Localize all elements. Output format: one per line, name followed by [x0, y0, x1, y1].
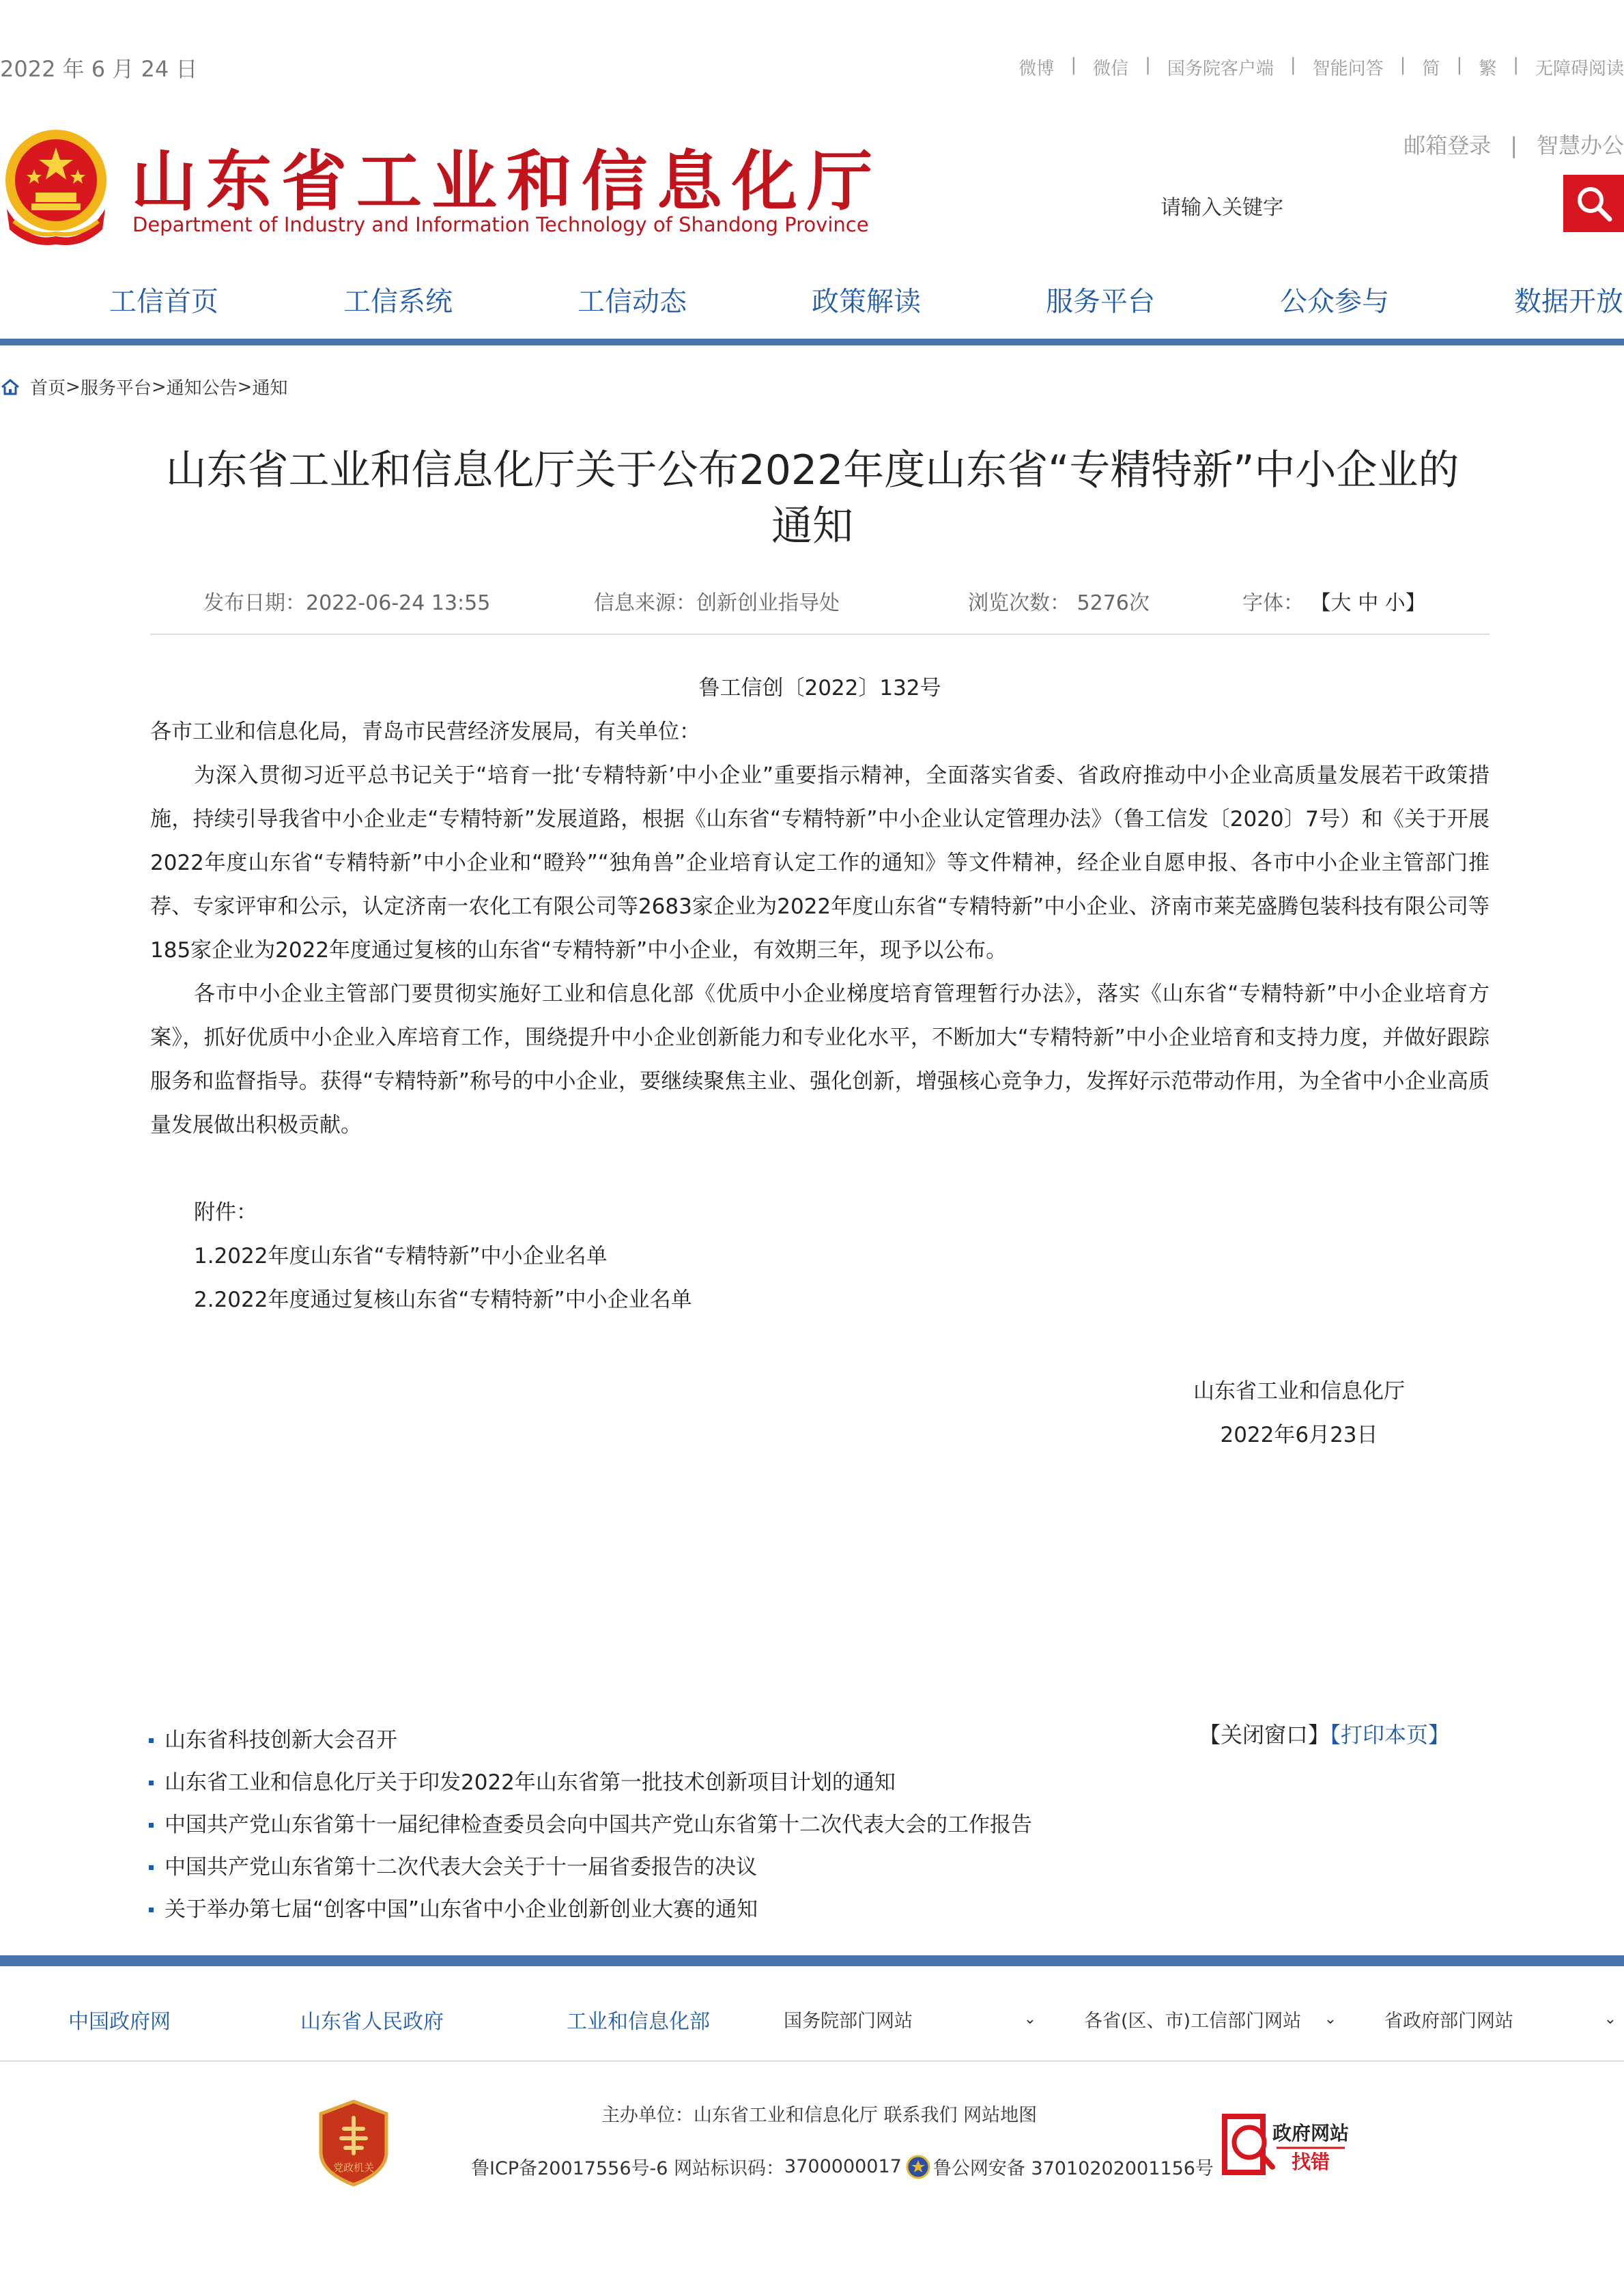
- breadcrumb-home[interactable]: 首页: [30, 378, 66, 399]
- nav-policy[interactable]: 政策解读: [812, 286, 921, 317]
- view-count: [968, 586, 1150, 616]
- accessibility-link[interactable]: 无障碍阅读: [1535, 59, 1624, 79]
- separator: |: [1510, 132, 1518, 158]
- gov-badge-line1: 政府网站: [1272, 2122, 1350, 2144]
- search-input[interactable]: [1160, 183, 1563, 232]
- print-page-button[interactable]: 【打印本页】: [1330, 1722, 1451, 1748]
- info-source-label: 信息来源：: [594, 591, 696, 615]
- related-item-title: 关于举办第七届“创客中国”山东省中小企业创新创业大赛的通知: [165, 1897, 758, 1922]
- bullet-icon: [149, 1823, 154, 1828]
- related-item[interactable]: [149, 1719, 1032, 1761]
- nav-news[interactable]: 工信动态: [578, 286, 687, 317]
- bullet-icon: [149, 1865, 154, 1870]
- nav-public[interactable]: 公众参与: [1280, 286, 1389, 317]
- font-bracket-close: 】: [1405, 591, 1426, 615]
- separator: |: [1145, 55, 1151, 75]
- sponsor-line: [410, 2100, 1229, 2127]
- smart-office-link[interactable]: 智慧办公: [1536, 132, 1624, 158]
- police-badge-icon: [906, 2155, 930, 2179]
- article-title-line1: 山东省工业和信息化厅关于公布2022年度山东省“专精特新”中小企业的: [165, 447, 1459, 494]
- icp-link[interactable]: 鲁ICP备20017556号-6: [471, 2158, 668, 2179]
- paragraph-2: 各市中小企业主管部门要贯彻实施好工业和信息化部《优质中小企业梯度培育管理暂行办法》，落实《山东省“专精特新”中小企业培育方案》，抓好优质中小企业入库培育工作，围绕提升中小企业创新能力和专业化水平，不断加大“专精特新”中小企业培育和支持力度，并做好跟踪服务和监督指导。获得“专精特新”称号的中小企业，要继续聚焦主业、强化创新，增强核心竞争力，发挥好示范带动作用，为全省中小企业高质量发展做出积极贡献。: [150, 982, 1490, 1137]
- salutation: 各市工业和信息化局，青岛市民营经济发展局，有关单位：: [150, 720, 700, 744]
- separator: |: [1513, 55, 1519, 75]
- separator: |: [1399, 55, 1406, 75]
- search-icon: [1574, 184, 1614, 223]
- font-small-button[interactable]: 小: [1384, 591, 1406, 615]
- separator: |: [1070, 55, 1077, 75]
- footer-links: [0, 1966, 1624, 2062]
- attachments-label: 附件：: [194, 1200, 257, 1225]
- publish-date-value: 2022-06-24 13:55: [306, 591, 491, 615]
- document-number: 鲁工信创〔2022〕132号: [698, 676, 941, 700]
- font-medium-button[interactable]: 中: [1358, 591, 1379, 615]
- chevron-down-icon: ⌄: [1023, 2011, 1036, 2028]
- site-subtitle: Department of Industry and Information Technology of Shandong Province: [132, 213, 869, 236]
- font-size-control: [1242, 586, 1426, 616]
- page-actions: [1199, 1718, 1450, 1749]
- nav-data[interactable]: 数据开放: [1514, 286, 1623, 317]
- article-title: [150, 442, 1475, 554]
- close-window-button[interactable]: 【关闭窗口】: [1199, 1722, 1330, 1748]
- view-count-value: 5276次: [1077, 591, 1150, 615]
- smart-qa-link[interactable]: 智能问答: [1312, 59, 1384, 79]
- font-large-button[interactable]: 大: [1330, 591, 1352, 615]
- site-id-value: 3700000017: [784, 2156, 902, 2177]
- related-item[interactable]: [149, 1888, 1032, 1931]
- gov-site-error-report-icon[interactable]: [1222, 2107, 1358, 2182]
- related-item-title: 中国共产党山东省第十二次代表大会关于十一届省委报告的决议: [165, 1855, 757, 1880]
- related-item-title: 山东省科技创新大会召开: [165, 1728, 397, 1753]
- info-source-value: 创新创业指导处: [696, 591, 840, 615]
- party-badge-text: 党政机关: [332, 2162, 375, 2174]
- current-date: 2022 年 6 月 24 日: [0, 56, 198, 82]
- signature: [1193, 1370, 1405, 1457]
- bullet-icon: [149, 1781, 154, 1785]
- top-links: [1018, 55, 1624, 80]
- article-title-line2: 通知: [771, 502, 853, 550]
- select-value: 国务院部门网站: [784, 2011, 913, 2032]
- search-button[interactable]: [1563, 175, 1624, 232]
- sponsor-label: 主办单位：: [601, 2105, 694, 2126]
- home-icon: [0, 378, 20, 396]
- gov-badge-line2: 找错: [1291, 2151, 1330, 2173]
- weibo-link[interactable]: 微博: [1018, 59, 1055, 79]
- article-meta: [150, 586, 1490, 635]
- simplified-link[interactable]: 简: [1422, 59, 1440, 79]
- breadcrumb-sep: >: [151, 376, 167, 397]
- contact-link[interactable]: 联系我们: [883, 2105, 958, 2126]
- publish-date-label: 发布日期：: [203, 591, 306, 615]
- icp-line: [471, 2153, 1214, 2180]
- attachment-link[interactable]: 1.2022年度山东省“专精特新”中小企业名单: [194, 1244, 608, 1269]
- site-title: 山东省工业和信息化厅: [131, 143, 882, 220]
- main-nav: [0, 266, 1624, 341]
- nav-divider: [0, 339, 1624, 345]
- police-record-link[interactable]: 鲁公网安备 37010202001156号: [932, 2158, 1214, 2179]
- provincial-miit-select[interactable]: [1084, 2006, 1337, 2032]
- site-id-label: 网站标识码：: [674, 2158, 785, 2179]
- breadcrumb: [0, 374, 287, 399]
- related-item-title: 山东省工业和信息化厅关于印发2022年山东省第一批技术创新项目计划的通知: [165, 1770, 896, 1795]
- shandong-gov-link[interactable]: 山东省人民政府: [300, 2010, 444, 2034]
- breadcrumb-sep: >: [237, 376, 253, 397]
- chevron-down-icon: ⌄: [1604, 2011, 1616, 2028]
- national-emblem-icon: [0, 127, 112, 250]
- chevron-down-icon: ⌄: [1324, 2011, 1337, 2028]
- sponsor-value: 山东省工业和信息化厅: [693, 2105, 878, 2126]
- separator: |: [1290, 55, 1296, 75]
- font-size-label: 字体：: [1242, 591, 1304, 615]
- state-council-app-link[interactable]: 国务院客户端: [1167, 59, 1274, 79]
- publish-date: [203, 586, 490, 616]
- gov-cn-link[interactable]: 中国政府网: [68, 2010, 171, 2034]
- font-bracket-open: 【: [1310, 591, 1331, 615]
- signature-date: 2022年6月23日: [1220, 1423, 1378, 1447]
- wechat-link[interactable]: 微信: [1093, 59, 1129, 79]
- miit-link[interactable]: 工业和信息化部: [567, 2010, 710, 2034]
- nav-system[interactable]: 工信系统: [343, 286, 453, 317]
- related-item[interactable]: [149, 1761, 1032, 1804]
- provincial-depts-select[interactable]: [1384, 2006, 1616, 2032]
- select-value: 省政府部门网站: [1384, 2011, 1513, 2032]
- sitemap-link[interactable]: 网站地图: [963, 2105, 1038, 2126]
- footer-divider: [0, 1955, 1624, 1966]
- related-item[interactable]: [149, 1804, 1032, 1846]
- breadcrumb-sep: >: [66, 376, 81, 397]
- separator: |: [1456, 55, 1463, 75]
- related-item[interactable]: [149, 1846, 1032, 1888]
- attachment-link[interactable]: 2.2022年度通过复核山东省“专精特新”中小企业名单: [194, 1288, 692, 1312]
- paragraph-1: 为深入贯彻习近平总书记关于“培育一批‘专精特新’中小企业”重要指示精神，全面落实省委、省政府推动中小企业高质量发展若干政策措施，持续引导我省中小企业走“专精特新”发展道路，根据《山东省“专精特新”中小企业认定管理办法》（鲁工信发〔2020〕7号）和《关于开展2022年度山东省“专精特新”中小企业和“瞪羚”“独角兽”企业培育认定工作的通知》等文件精神，经企业自愿申报、各市中小企业主管部门推荐、专家评审和公示，认定济南一农化工有限公司等2683家企业为2022年度山东省“专精特新”中小企业、济南市莱芜盛腾包装科技有限公司等185家企业为2022年度通过复核的山东省“专精特新”中小企业，有效期三年，现予以公布。: [150, 763, 1490, 963]
- breadcrumb-notices[interactable]: 通知公告: [166, 378, 238, 399]
- mail-links: [1404, 128, 1624, 160]
- select-value: 各省(区、市)工信部门网站: [1084, 2011, 1302, 2032]
- article-body: [150, 710, 1490, 1147]
- nav-service[interactable]: 服务平台: [1046, 286, 1155, 317]
- related-articles: [149, 1719, 1032, 1931]
- breadcrumb-current[interactable]: 通知: [252, 378, 288, 399]
- breadcrumb-service[interactable]: 服务平台: [80, 378, 152, 399]
- info-source: [594, 586, 840, 616]
- related-item-title: 中国共产党山东省第十一届纪律检查委员会向中国共产党山东省第十二次代表大会的工作报告: [165, 1813, 1032, 1837]
- attachments: [194, 1191, 692, 1322]
- party-government-badge-icon[interactable]: [318, 2099, 389, 2187]
- signature-org: 山东省工业和信息化厅: [1193, 1379, 1405, 1404]
- mail-login-link[interactable]: 邮箱登录: [1404, 132, 1492, 158]
- traditional-link[interactable]: 繁: [1479, 59, 1497, 79]
- nav-home[interactable]: 工信首页: [109, 286, 218, 317]
- bullet-icon: [149, 1908, 154, 1912]
- bullet-icon: [149, 1738, 154, 1743]
- state-council-depts-select[interactable]: [784, 2006, 1036, 2032]
- view-count-label: 浏览次数：: [968, 591, 1070, 615]
